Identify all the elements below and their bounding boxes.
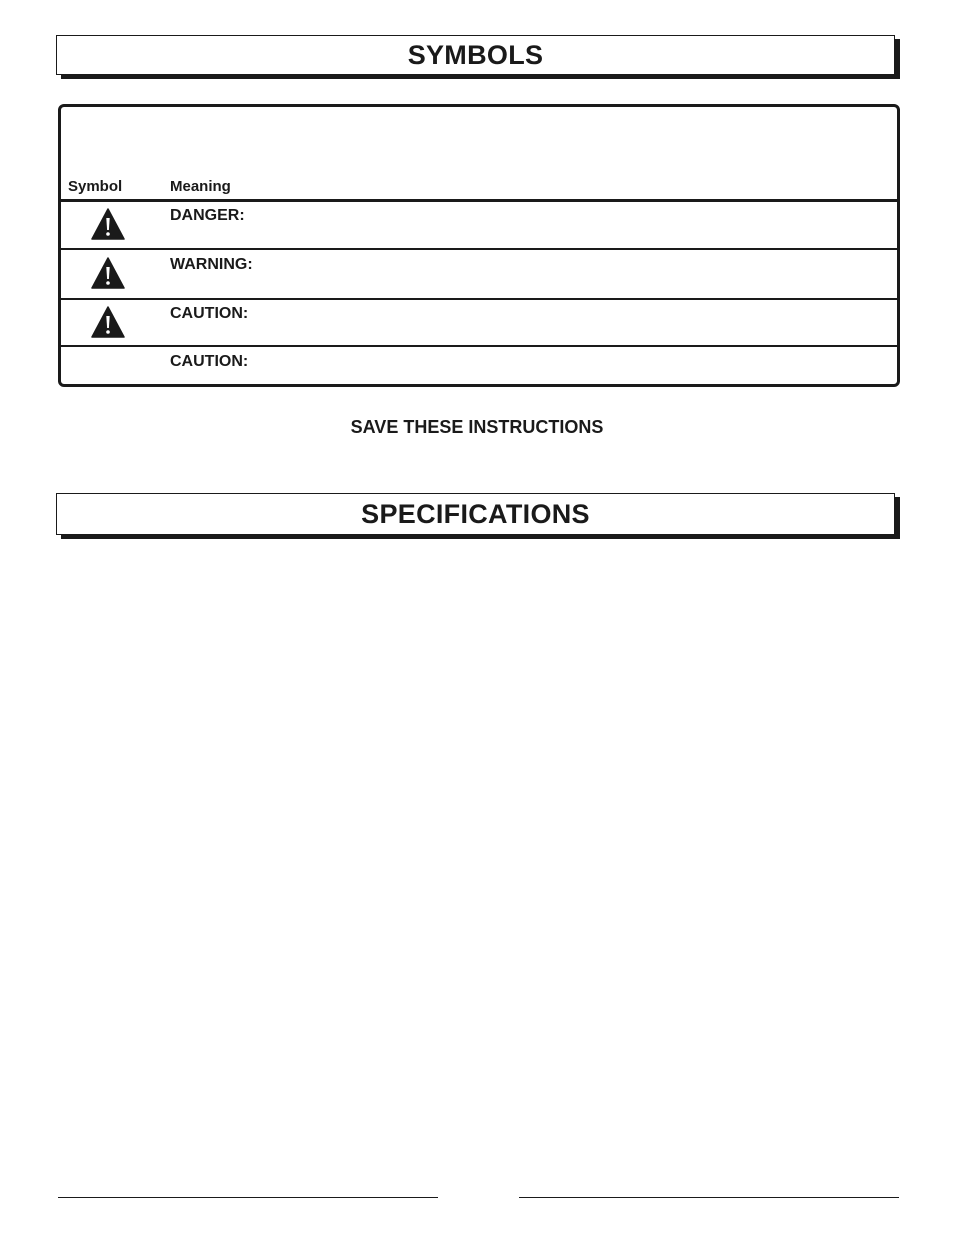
- symbols-heading: [56, 35, 895, 75]
- row-label-caution: CAUTION:: [170, 305, 249, 322]
- symbols-table: [58, 104, 900, 387]
- warning-triangle-icon: [91, 306, 125, 338]
- footer-rule-right: [519, 1197, 899, 1198]
- specifications-heading: [56, 493, 895, 535]
- footer-rule-left: [58, 1197, 438, 1198]
- specifications-title: SPECIFICATIONS: [361, 498, 590, 529]
- row-divider: [61, 345, 897, 347]
- row-label-warning: WARNING:: [170, 256, 253, 273]
- row-divider: [61, 248, 897, 250]
- column-header-symbol: Symbol: [68, 178, 123, 195]
- header-divider: [61, 199, 897, 202]
- row-label-caution-no-symbol: CAUTION:: [170, 353, 249, 370]
- row-divider: [61, 298, 897, 300]
- row-label-danger: DANGER:: [170, 207, 245, 224]
- warning-triangle-icon: [91, 257, 125, 289]
- save-instructions: SAVE THESE INSTRUCTIONS: [350, 417, 604, 437]
- warning-triangle-icon: [91, 208, 125, 240]
- symbols-title: SYMBOLS: [407, 39, 544, 70]
- column-header-meaning: Meaning: [170, 178, 231, 195]
